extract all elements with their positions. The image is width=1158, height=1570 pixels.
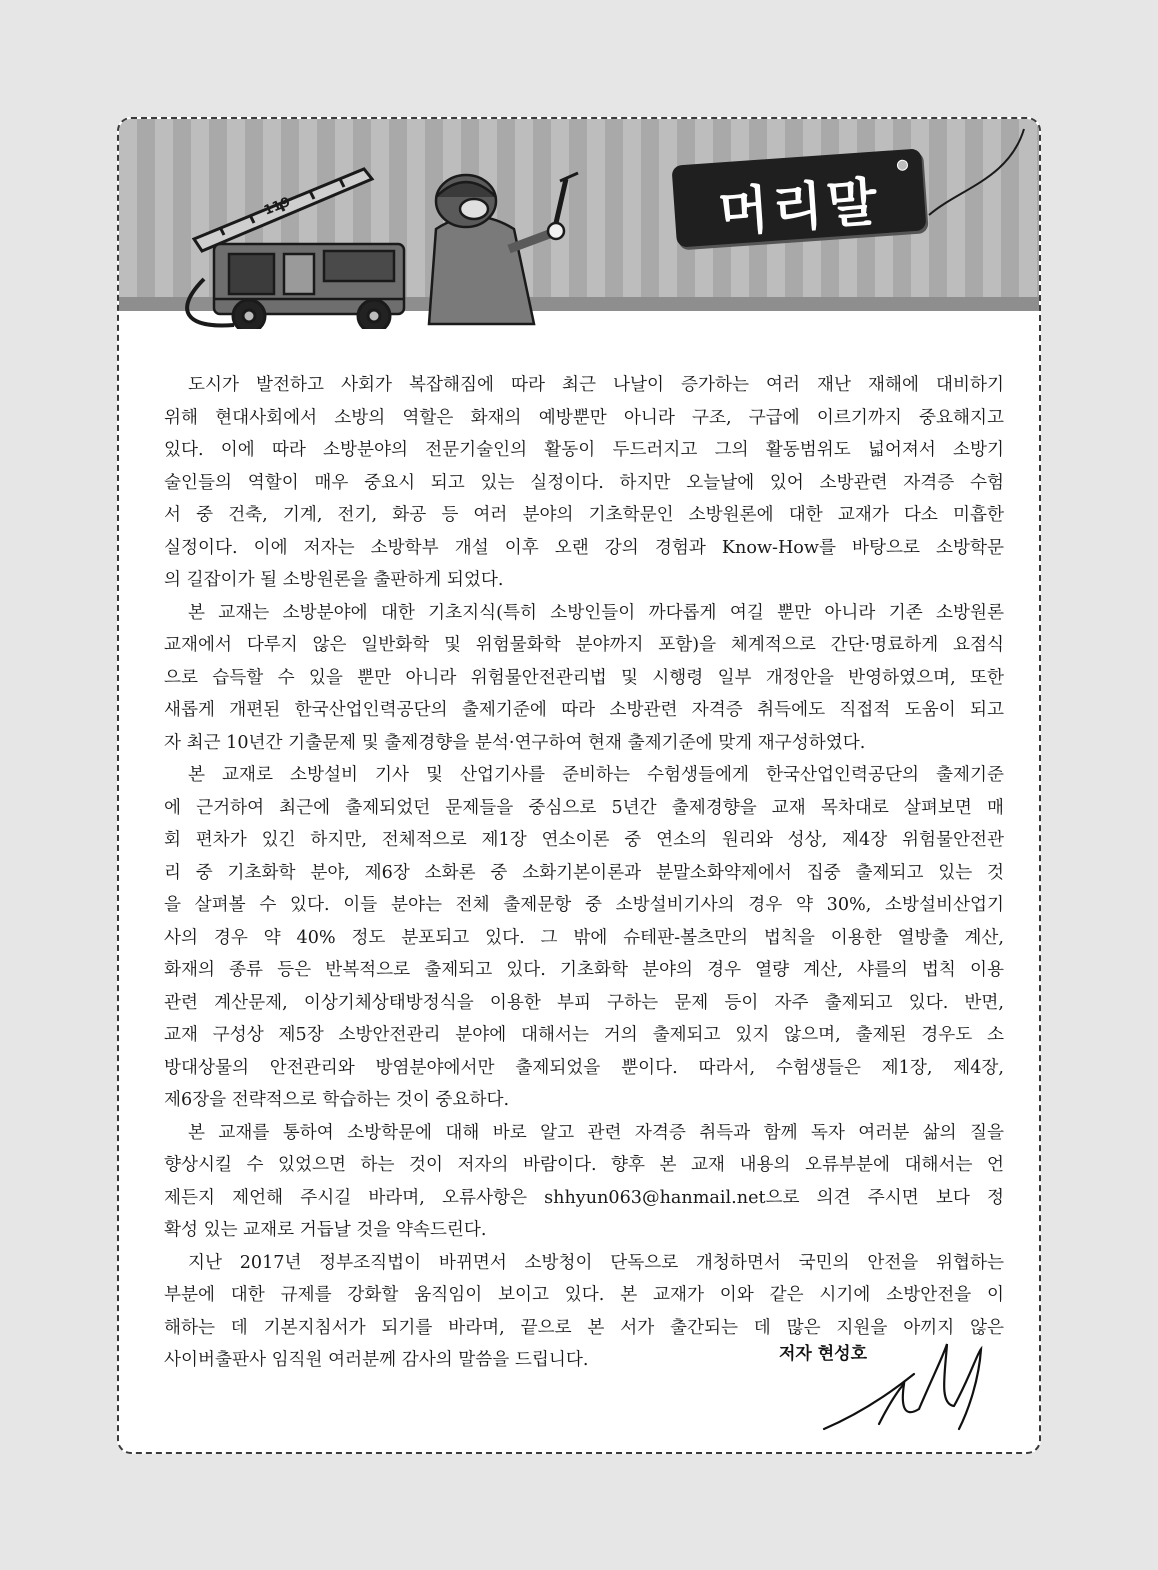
- text-line: 에 근거하여 최근에 출제되었던 문제들을 중심으로 5년간 출제경향을 교재 목차대로 살펴보면 매: [164, 797, 1004, 818]
- paragraph-2: [164, 597, 1004, 760]
- title-tag: [671, 148, 926, 247]
- text-line: 방대상물의 안전관리와 방염분야에서만 출제되었을 뿐이다. 따라서, 수험생들은 제1장, 제4장,: [164, 1057, 1004, 1078]
- fire-truck-firefighter-illustration: [174, 149, 614, 329]
- text-line: 을 살펴볼 수 있다. 이들 분야는 전체 출제문항 중 소방설비기사의 경우 약 30%, 소방설비산업기: [164, 895, 1004, 915]
- text-line: 본 교재는 소방분야에 대한 기초지식(특히 소방인들이 까다롭게 여길 뿐만 아니라 기존 소방원론: [188, 602, 1004, 623]
- text-line: 서 중 건축, 기계, 전기, 화공 등 여러 분야의 기초학문인 소방원론에 대한 교재가 다소 미흡한: [164, 505, 1004, 525]
- text-line: 새롭게 개편된 한국산업인력공단의 출제기준에 따라 소방관련 자격증 취득에도 직접적 도움이 되고: [164, 700, 1004, 720]
- text-line: 교재 구성상 제5장 소방안전관리 분야에 대해서는 거의 출제되고 있지 않으며, 출제된 경우도 소: [164, 1025, 1004, 1045]
- text-line: 해하는 데 기본지침서가 되기를 바라며, 끝으로 본 서가 출간되는 데 많은 지원을 아끼지 않은: [164, 1317, 1004, 1338]
- text-line: 도시가 발전하고 사회가 복잡해짐에 따라 최근 나날이 증가하는 여러 재난 재해에 대비하기: [188, 375, 1004, 395]
- text-line: 관련 계산문제, 이상기체상태방정식을 이용한 부피 구하는 문제 등이 자주 출제되고 있다. 반면,: [164, 992, 1004, 1013]
- text-line: 부분에 대한 규제를 강화할 움직임이 보이고 있다. 본 교재가 이와 같은 시기에 소방안전을 이: [164, 1285, 1004, 1305]
- truck-number: 119: [261, 194, 293, 219]
- text-line: 사이버출판사 임직원 여러분께 감사의 말씀을 드립니다.: [164, 1350, 589, 1370]
- text-line: 실정이다. 이에 저자는 소방학부 개설 이후 오랜 강의 경험과 Know-How를 바탕으로 소방학문: [164, 537, 1004, 558]
- text-line: 위해 현대사회에서 소방의 역할은 화재의 예방뿐만 아니라 구조, 구급에 이르기까지 중요해지고: [164, 407, 1004, 428]
- text-line: 있다. 이에 따라 소방분야의 전문기술인의 활동이 두드러지고 그의 활동범위도 넓어져서 소방기: [164, 440, 1004, 460]
- author-signature: [819, 1334, 999, 1434]
- text-line: 교재에서 다루지 않은 일반화학 및 위험물화학 분야까지 포함)을 체계적으로 간단·명료하게 요점식: [164, 635, 1004, 655]
- text-line: 확성 있는 교재로 거듭날 것을 약속드린다.: [164, 1220, 487, 1240]
- text-line: 제든지 제언해 주시길 바라며, 오류사항은 shhyun063@hanmail.net으로 의견 주시면 보다 정: [164, 1187, 1004, 1208]
- text-line: 리 중 기초화학 분야, 제6장 소화론 중 소화기본이론과 분말소화약제에서 집중 출제되고 있는 것: [164, 862, 1004, 883]
- text-line: 사의 경우 약 40% 정도 분포되고 있다. 그 밖에 슈테판-볼츠만의 법칙을 이용한 열방출 계산,: [164, 927, 1004, 948]
- text-line: 제6장을 전략적으로 학습하는 것이 중요하다.: [164, 1090, 510, 1110]
- text-line: 술인들의 역할이 매우 중요시 되고 있는 실정이다. 하지만 오늘날에 있어 소방관련 자격증 수험: [164, 472, 1004, 493]
- paragraph-1: [164, 369, 1004, 597]
- preface-body: [164, 369, 1004, 1377]
- text-line: 지난 2017년 정부조직법이 바뀌면서 소방청이 단독으로 개청하면서 국민의 안전을 위협하는: [188, 1252, 1004, 1273]
- text-line: 본 교재로 소방설비 기사 및 산업기사를 준비하는 수험생들에게 한국산업인력공단의 출제기준: [188, 765, 1004, 785]
- text-line: 화재의 종류 등은 반복적으로 출제되고 있다. 기초화학 분야의 경우 열량 계산, 샤를의 법칙 이용: [164, 960, 1004, 980]
- text-line: 자 최근 10년간 기출문제 및 출제경향을 분석·연구하여 현재 출제기준에 맞게 재구성하였다.: [164, 732, 866, 753]
- paragraph-4: [164, 1117, 1004, 1247]
- text-line: 본 교재를 통하여 소방학문에 대해 바로 알고 관련 자격증 취득과 함께 독자 여러분 삶의 질을: [188, 1122, 1004, 1143]
- paragraph-3: [164, 759, 1004, 1117]
- text-line: 향상시킬 수 있었으면 하는 것이 저자의 바람이다. 향후 본 교재 내용의 오류부분에 대해서는 언: [164, 1155, 1004, 1175]
- text-line: 으로 습득할 수 있을 뿐만 아니라 위험물안전관리법 및 시행령 일부 개정안을 반영하였으며, 또한: [164, 667, 1004, 688]
- page-title: 머리말: [716, 172, 883, 244]
- header-banner: [119, 119, 1039, 310]
- firefighter: [429, 173, 578, 324]
- author-label: 저자 현성호: [779, 1344, 868, 1364]
- text-line: 회 편차가 있긴 하지만, 전체적으로 제1장 연소이론 중 연소의 원리와 성상, 제4장 위험물안전관: [164, 830, 1004, 850]
- text-line: 의 길잡이가 될 소방원론을 출판하게 되었다.: [164, 570, 504, 590]
- preface-card: [117, 117, 1041, 1454]
